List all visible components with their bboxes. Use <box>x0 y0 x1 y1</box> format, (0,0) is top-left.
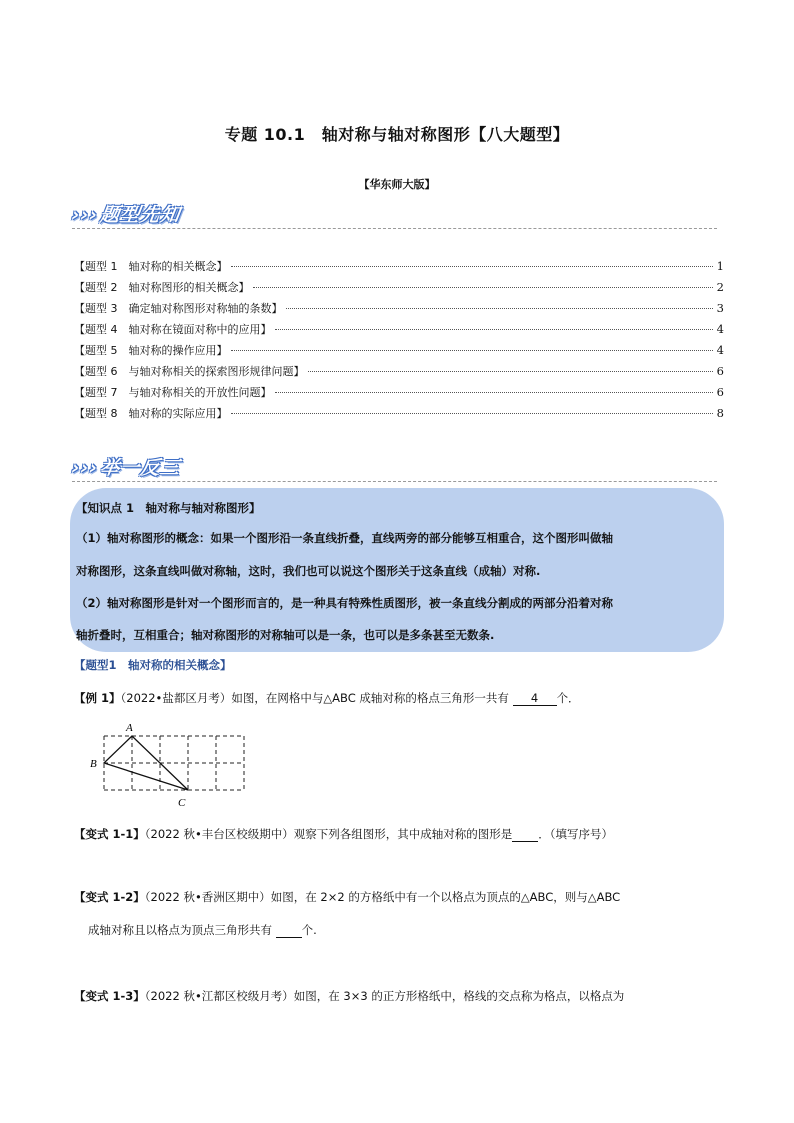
page-title: 专题 10.1 轴对称与轴对称图形【八大题型】 <box>224 125 570 144</box>
vertex-a-label: A <box>126 722 133 734</box>
variant-1-1-answer-blank[interactable] <box>512 827 538 842</box>
variant-1-2-answer-blank[interactable] <box>276 923 302 938</box>
toc-item[interactable]: 【题型 2 轴对称图形的相关概念】 2 <box>74 280 724 294</box>
banner-divider <box>72 228 717 229</box>
variant-1-1-tag: 【变式 1-1】 <box>74 827 145 841</box>
knowledge-line-1: （1）轴对称图形的概念：如果一个图形沿一条直线折叠，直线两旁的部分能够互相重合，这个图形叫做轴 <box>76 531 613 545</box>
example-1-answer-blank[interactable]: 4 <box>513 691 557 706</box>
toc-item[interactable]: 【题型 1 轴对称的相关概念】 1 <box>74 259 724 273</box>
toc-item[interactable]: 【题型 8 轴对称的实际应用】 8 <box>74 406 724 420</box>
variant-1-2-line-2: 成轴对称且以格点为顶点三角形共有 个. <box>88 923 317 937</box>
example-1-tag: 【例 1】 <box>74 691 121 705</box>
knowledge-line-2: 对称图形，这条直线叫做对称轴，这时，我们也可以说这个图形关于这条直线（成轴）对称. <box>76 564 541 578</box>
toc-item[interactable]: 【题型 6 与轴对称相关的探索图形规律问题】 6 <box>74 364 724 378</box>
table-of-contents <box>74 258 724 426</box>
knowledge-heading: 【知识点 1 轴对称与轴对称图形】 <box>76 501 261 515</box>
banner-practice-text: 举一反三 <box>98 457 182 479</box>
toc-item[interactable]: 【题型 3 确定轴对称图形对称轴的条数】 3 <box>74 301 724 315</box>
variant-1-3-tag: 【变式 1-3】 <box>74 989 145 1003</box>
banner-divider <box>72 481 717 482</box>
banner-practice <box>70 453 182 479</box>
toc-item[interactable]: 【题型 7 与轴对称相关的开放性问题】 6 <box>74 385 724 399</box>
variant-1-1: 【变式 1-1】（2022 秋•丰台区校级期中）观察下列各组图形，其中成轴对称的图形是 ．（填写序号） <box>74 827 613 841</box>
grid-figure <box>86 718 256 814</box>
vertex-b-label: B <box>90 758 97 770</box>
knowledge-line-4: 轴折叠时，互相重合；轴对称图形的对称轴可以是一条，也可以是多条甚至无数条. <box>76 628 495 642</box>
variant-1-3: 【变式 1-3】（2022 秋•江都区校级月考）如图，在 3×3 的正方形格纸中，格线的交点称为格点，以格点为 <box>74 989 625 1003</box>
example-1: 【例 1】（2022•盐都区月考）如图，在网格中与△ABC 成轴对称的格点三角形一共有 4 个． <box>74 691 580 705</box>
variant-1-2: 【变式 1-2】（2022 秋•香洲区期中）如图，在 2×2 的方格纸中有一个以格点为顶点的△ABC，则与△ABC <box>74 890 621 904</box>
toc-item[interactable]: 【题型 5 轴对称的操作应用】 4 <box>74 343 724 357</box>
section-heading-1: 【题型1 轴对称的相关概念】 <box>74 658 232 672</box>
banner-arrows-icon: ››› <box>70 457 100 479</box>
variant-1-2-tag: 【变式 1-2】 <box>74 890 145 904</box>
toc-item[interactable]: 【题型 4 轴对称在镜面对称中的应用】 4 <box>74 322 724 336</box>
edition-label: 【华东师大版】 <box>358 178 436 191</box>
banner-arrows-icon: ››› <box>70 204 100 226</box>
example-1-text: （2022•盐都区月考）如图，在网格中与△ABC 成轴对称的格点三角形一共有 <box>120 691 509 705</box>
banner-preview-text: 题型先知 <box>98 204 182 226</box>
knowledge-line-3: （2）轴对称图形是针对一个图形而言的，是一种具有特殊性质图形，被一条直线分割成的两部分沿着对称 <box>76 596 613 610</box>
banner-preview <box>70 200 182 226</box>
vertex-c-label: C <box>178 797 186 809</box>
